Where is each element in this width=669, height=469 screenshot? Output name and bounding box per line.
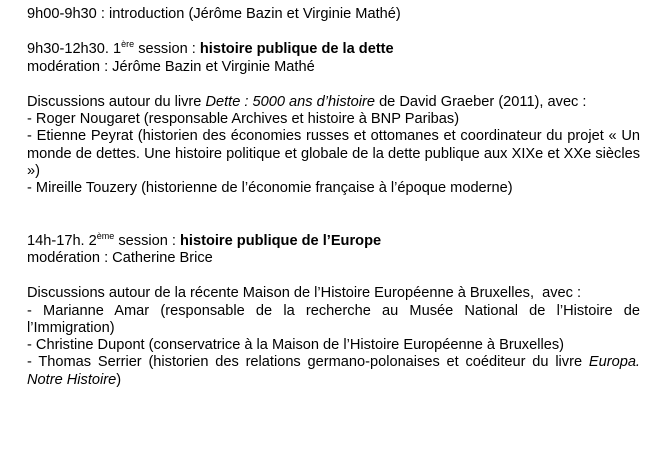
session2-ordinal: ème xyxy=(96,230,115,241)
intro-separator: : xyxy=(96,6,109,22)
session1-ordinal: ère xyxy=(121,39,135,50)
session1-moderation: modération : Jérôme Bazin et Virginie Mathé xyxy=(27,58,315,75)
intro-time: 9h00-9h30 xyxy=(27,6,97,22)
session2-title: histoire publique de l’Europe xyxy=(180,232,382,249)
session2-moderation: modération : Catherine Brice xyxy=(27,249,213,266)
session2-speaker: - Thomas Serrier (historien des relations germano-polonaises et coéditeur du livre Europa. Notre Histoire) xyxy=(27,354,640,388)
session2-speaker: - Christine Dupont (conservatrice à la Maison de l’Histoire Européenne à Bruxelles) xyxy=(27,337,564,354)
session2-book-title: Europa. Notre Histoire xyxy=(27,354,640,388)
intro-text: introduction (Jérôme Bazin et Virginie Mathé) xyxy=(108,6,401,22)
session1-discussion xyxy=(27,94,640,198)
session1-speaker: - Roger Nougaret (responsable Archives et histoire à BNP Paribas) xyxy=(27,111,460,128)
session2-speaker: - Marianne Amar (responsable de la recherche au Musée National de l’Histoire de l’Immigration) xyxy=(27,302,640,336)
session1-heading xyxy=(27,41,640,76)
session2-heading xyxy=(27,230,640,268)
session1-label: session : xyxy=(134,41,200,58)
session2-time: 14h-17h. 2 xyxy=(27,232,97,249)
session1-title: histoire publique de la dette xyxy=(199,41,394,58)
session2-label: session : xyxy=(114,232,181,249)
session1-book-title: Dette : 5000 ans d’histoire xyxy=(205,93,376,110)
session1-speaker: - Mireille Touzery (historienne de l’économie française à l’époque moderne) xyxy=(27,180,513,197)
session2-discussion xyxy=(27,285,640,389)
session1-speaker: - Etienne Peyrat (historien des économies russes et ottomanes et coordinateur du projet « Un monde de dettes. Une histoire politique et globale de la dette publique aux XIXe et XXe siècles ») xyxy=(27,128,640,180)
session1-time: 9h30-12h30. 1 xyxy=(27,41,122,58)
session1-discussion-intro: Discussions autour du livre Dette : 5000 ans d’histoire de David Graeber (2011), avec : xyxy=(27,93,587,110)
session2-discussion-intro: Discussions autour de la récente Maison de l’Histoire Européenne à Bruxelles, avec : xyxy=(27,285,582,302)
intro-line xyxy=(27,6,640,23)
